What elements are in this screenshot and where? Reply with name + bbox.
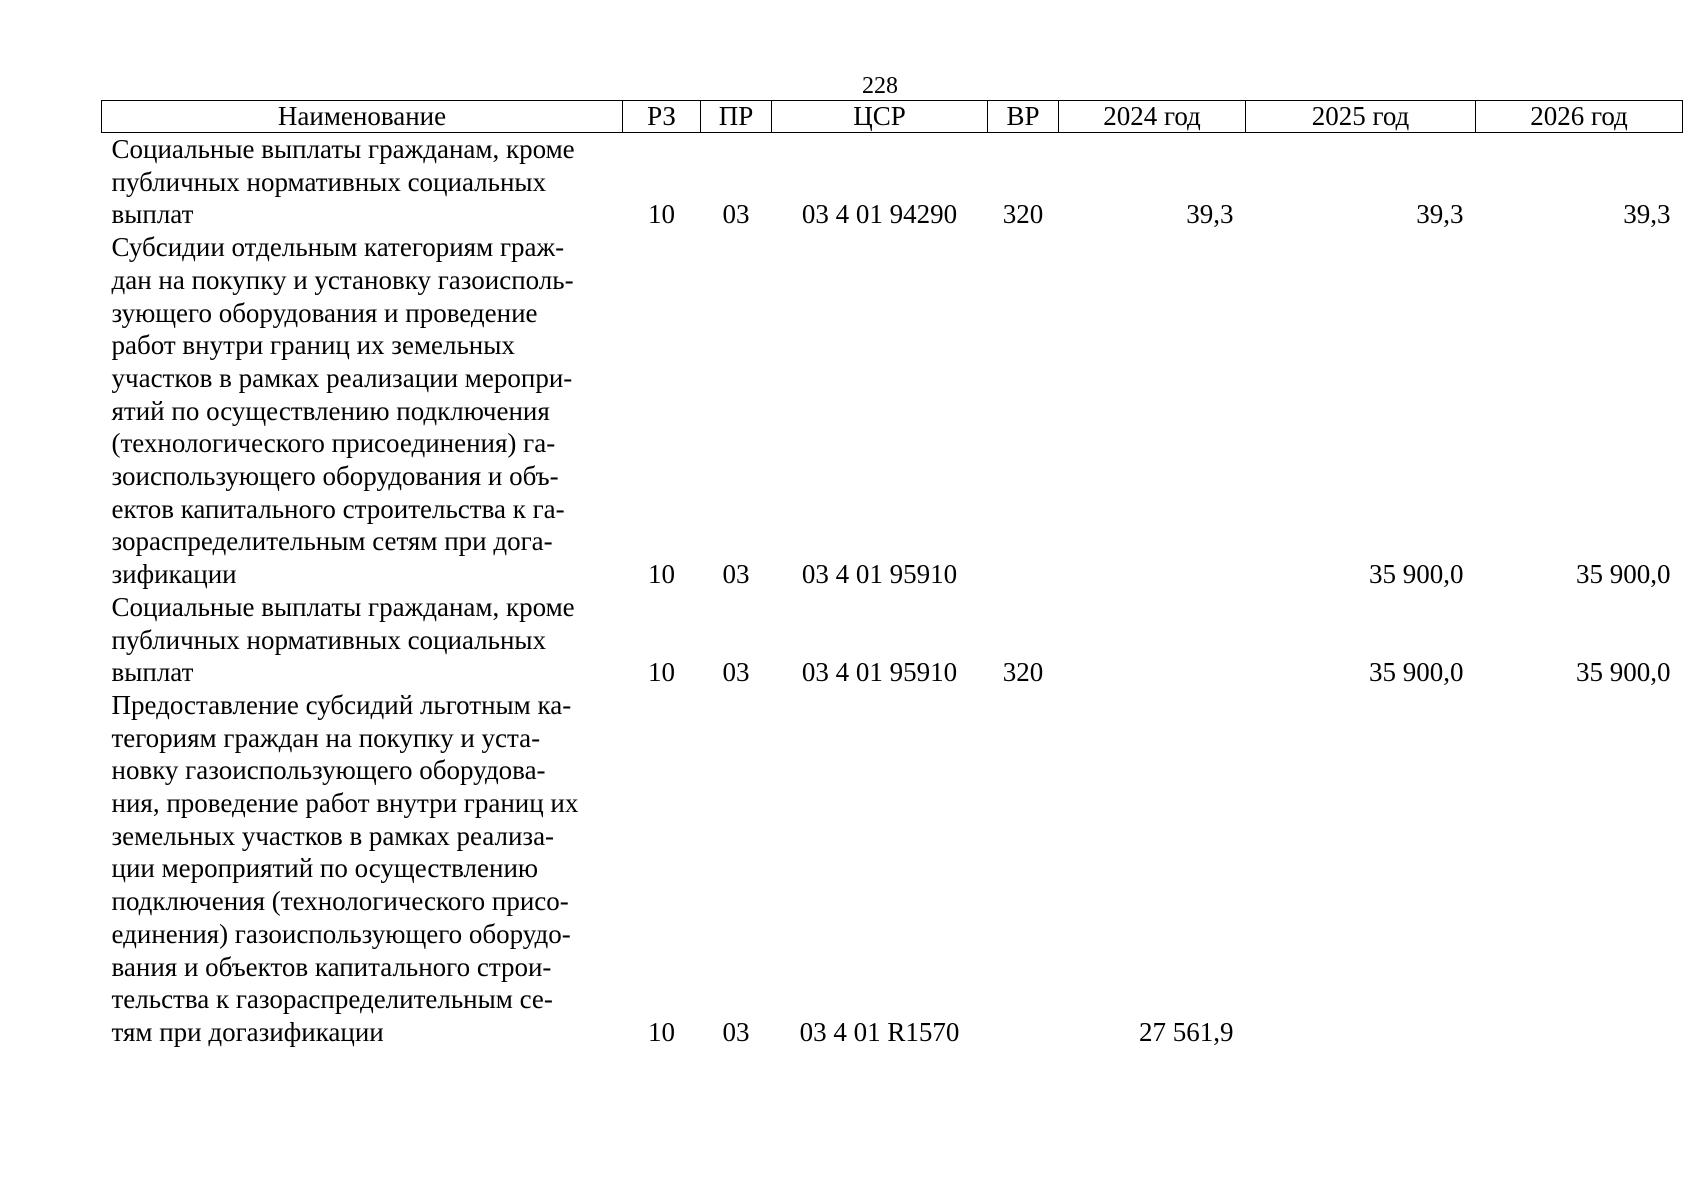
name-line: Субсидии отдельным категориям граж- [111, 232, 565, 263]
name-line: тельства к газораспределительным се- [111, 984, 553, 1015]
cell-pr: 03 [722, 1016, 750, 1047]
name-line: земельных участков в рамках реализа- [111, 820, 555, 851]
name-line: единения) газоиспользующего оборудо- [111, 918, 571, 949]
name-line: вания и объектов капитального строи- [111, 951, 552, 982]
header-name: Наименование [102, 101, 623, 133]
table-row [102, 591, 1683, 689]
name-line: выплат [111, 657, 194, 688]
header-pr: ПР [701, 101, 772, 133]
header-row [102, 101, 1683, 133]
cell-2025: 35 900,0 [1369, 657, 1464, 688]
header-csr: ЦСР [772, 101, 988, 133]
cell-csr: 03 4 01 95910 [801, 559, 958, 590]
cell-rz: 10 [648, 199, 675, 230]
name-line: работ внутри границ их земельных [111, 330, 515, 361]
name-line: публичных нормативных социальных [111, 166, 547, 197]
cell-name [102, 231, 623, 591]
cell-pr: 03 [722, 199, 750, 230]
name-line: ции мероприятий по осуществлению [111, 853, 539, 884]
name-line: подключения (технологического присо- [111, 886, 569, 917]
name-line: участков в рамках реализации меропри- [111, 362, 573, 393]
cell-name [102, 133, 623, 232]
cell-2025 [1246, 689, 1476, 1049]
cell-pr: 03 [722, 657, 750, 688]
cell-rz: 10 [648, 559, 675, 590]
name-line: зоиспользующего оборудования и объ- [111, 461, 559, 492]
cell-2026: 39,3 [1623, 199, 1671, 230]
table-header [102, 101, 1683, 133]
name-line: выплат [111, 199, 194, 230]
name-line: зующего оборудования и проведение [111, 297, 538, 328]
name-line: ектов капитального строительства к га- [111, 493, 565, 524]
cell-rz: 10 [648, 657, 675, 688]
header-2026: 2026 год [1476, 101, 1683, 133]
name-line: новку газоиспользующего оборудова- [111, 755, 546, 786]
name-line: Предоставление субсидий льготным ка- [111, 689, 572, 720]
cell-2024 [1059, 591, 1246, 689]
name-line: публичных нормативных социальных [111, 624, 547, 655]
cell-vr [988, 231, 1059, 591]
name-line: Социальные выплаты гражданам, кроме [111, 591, 575, 622]
table-row [102, 133, 1683, 232]
name-line: Социальные выплаты гражданам, кроме [111, 134, 575, 164]
cell-2024: 39,3 [1186, 199, 1234, 230]
cell-vr: 320 [1002, 199, 1044, 230]
cell-vr: 320 [1002, 657, 1044, 688]
name-line: ятий по осуществлению подключения [111, 395, 550, 426]
header-rz: РЗ [623, 101, 701, 133]
name-line: дан на покупку и установку газоисполь- [111, 264, 574, 295]
name-line: (технологического присоединения) га- [111, 428, 556, 459]
cell-vr [988, 689, 1059, 1049]
name-line: тегориям граждан на покупку и уста- [111, 722, 541, 753]
cell-2024: 27 561,9 [1139, 1016, 1234, 1047]
cell-csr: 03 4 01 R1570 [799, 1016, 960, 1047]
name-line: зификации [111, 559, 237, 590]
table-body [102, 133, 1683, 1049]
cell-name [102, 689, 623, 1049]
header-2025: 2025 год [1246, 101, 1476, 133]
cell-rz: 10 [648, 1016, 675, 1047]
cell-2024 [1059, 231, 1246, 591]
cell-2025: 35 900,0 [1369, 559, 1464, 590]
cell-csr: 03 4 01 94290 [801, 199, 958, 230]
cell-2025: 39,3 [1416, 199, 1464, 230]
cell-name [102, 591, 623, 689]
header-vr: ВР [988, 101, 1059, 133]
cell-csr: 03 4 01 95910 [801, 657, 958, 688]
header-2024: 2024 год [1059, 101, 1246, 133]
cell-pr: 03 [722, 559, 750, 590]
budget-table [101, 100, 1683, 1049]
table-row [102, 231, 1683, 591]
cell-2026: 35 900,0 [1576, 559, 1671, 590]
name-line: зораспределительным сетям при догa- [111, 526, 553, 557]
table-row [102, 689, 1683, 1049]
cell-2026: 35 900,0 [1576, 657, 1671, 688]
cell-2026 [1476, 689, 1683, 1049]
page-number: 228 [862, 73, 898, 99]
name-line: тям при догазификации [111, 1016, 384, 1047]
name-line: ния, проведение работ внутри границ их [111, 788, 579, 819]
